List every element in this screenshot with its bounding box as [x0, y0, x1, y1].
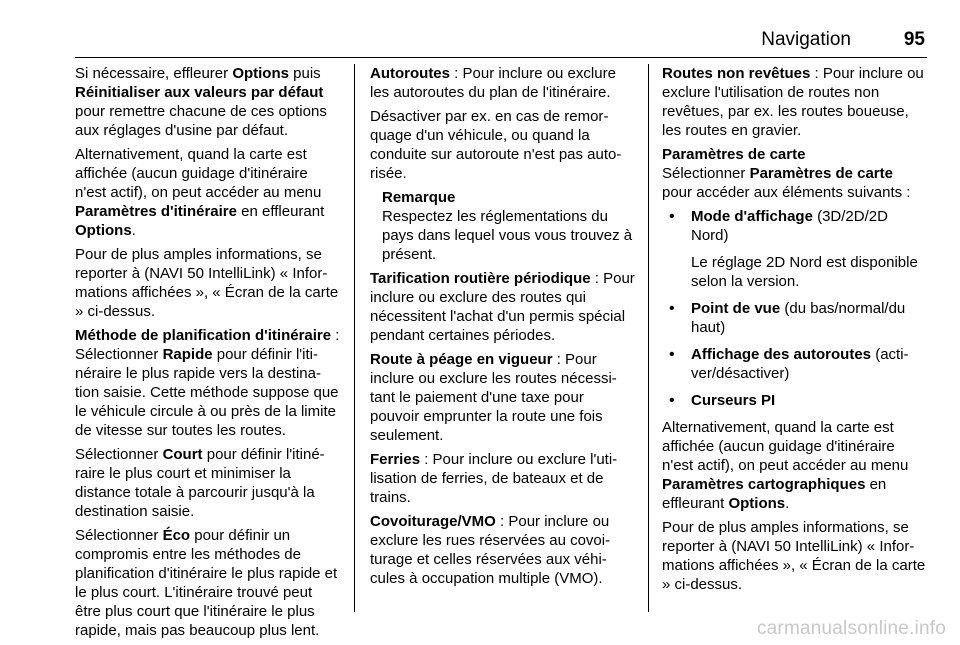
paragraph-more-info-2: Pour de plus amples informations, se reporter à (NAVI 50 IntelliLink) « Informations affichées », « Écran de la carte » ci-dessus.: [662, 519, 926, 593]
options-label: Options: [75, 222, 132, 239]
planning-method-label: Méthode de planification d'itinéraire: [75, 327, 332, 344]
note-box: [382, 188, 635, 264]
paragraph-toll-roads: Route à péage en vigueur : Pour inclure ou exclure les routes nécessitant le paiement d'une taxe pour pouvoir emprunter la route une fois seulement.: [370, 351, 617, 444]
paragraph-eco-method: Sélectionner Éco pour définir un compromis entre les méthodes de planification d'itinéraire le plus rapide et le plus court. L'itinéraire trouvé peut être plus court que l'itinéraire le plus rapide, mais pas beaucoup plus lent.: [75, 527, 338, 639]
column-divider-1: [354, 64, 355, 612]
carpool-label: Covoiturage/VMO: [370, 513, 496, 530]
header-rule: [75, 57, 927, 58]
toll-roads-label: Route à péage en vigueur: [370, 351, 553, 368]
map-params-label: Paramètres cartographiques: [662, 476, 866, 493]
list-item-poi-cursors: • Curseurs PI: [662, 391, 927, 410]
column-3: [662, 64, 927, 599]
list-item-viewpoint: • Point de vue (du bas/normal/du haut): [662, 299, 927, 337]
route-settings-label: Paramètres d'itinéraire: [75, 203, 237, 220]
paragraph-short-method: Sélectionner Court pour définir l'itinéraire le plus court et minimiser la distance totale à parcourir jusqu'à la destination saisie.: [75, 446, 325, 520]
column-2: [370, 64, 635, 593]
unpaved-roads-label: Routes non revêtues: [662, 65, 811, 82]
column-1: [75, 64, 340, 645]
paragraph-planning-method: Méthode de planification d'itinéraire : Sélectionner Rapide pour définir l'itinéraire le plus rapide vers la destination saisie. Cette méthode suppose que le véhicule circule à ou près de la limite de vitesse sur toutes les routes.: [75, 327, 340, 439]
paragraph-more-info: Pour de plus amples informations, se reporter à (NAVI 50 IntelliLink) « Informations affichées », « Écran de la carte » ci-dessus.: [75, 246, 339, 320]
paragraph-carpool: Covoiturage/VMO : Pour inclure ou exclure les rues réservées au covoiturage et celles réservées aux véhicules à occupation multiple (VMO).: [370, 513, 611, 587]
section-title: Navigation: [761, 29, 851, 50]
paragraph-map-settings: Paramètres de carte Sélectionner Paramètres de carte pour accéder aux éléments suivants :: [662, 146, 911, 201]
note-title: Remarque: [382, 189, 456, 206]
page-header: [75, 26, 927, 58]
options-label: Options: [728, 495, 786, 512]
fast-label: Rapide: [162, 346, 213, 363]
eco-label: Éco: [162, 527, 191, 544]
paragraph-map-settings-access: Alternativement, quand la carte est affichée (aucun guidage d'itinéraire n'est actif), on peut accéder au menu Paramètres cartographiques en effleurant Options.: [662, 419, 909, 512]
paragraph-ferries: Ferries : Pour inclure ou exclure l'utilisation de ferries, de bateaux et de trains.: [370, 451, 618, 506]
watermark-text: carmanualsonline.info: [756, 618, 946, 639]
ferries-label: Ferries: [370, 451, 421, 468]
paragraph-unpaved-roads: Routes non revêtues : Pour inclure ou exclure l'utilisation de routes non revêtues, par ex. les routes boueuse, les routes en gravier.: [662, 65, 924, 139]
page-number: 95: [903, 29, 925, 50]
display-mode-note: Le réglage 2D Nord est disponible selon la version.: [691, 254, 918, 290]
periodic-tolls-label: Tarification routière périodique: [370, 270, 591, 287]
paragraph-reset-options: Si nécessaire, effleurer Options puis Réinitialiser aux valeurs par défaut pour remettre chacune de ces options aux réglages d'usine par défaut.: [75, 65, 327, 139]
options-label: Options: [232, 65, 289, 82]
column-divider-2: [648, 64, 649, 612]
list-item-display-mode: • Mode d'affichage (3D/2D/2D Nord): [662, 207, 927, 245]
map-settings-heading: Paramètres de carte: [662, 146, 806, 163]
list-item-motorway-display: • Affichage des autoroutes (activer/désactiver): [662, 345, 927, 383]
paragraph-route-settings-access: Alternativement, quand la carte est affichée (aucun guidage d'itinéraire n'est actif), on peut accéder au menu Paramètres d'itinéraire en effleurant Options.: [75, 146, 325, 239]
paragraph-motorways: Autoroutes : Pour inclure ou exclure les autoroutes du plan de l'itinéraire.: [370, 65, 616, 101]
reset-defaults-label: Réinitialiser aux valeurs par défaut: [75, 84, 324, 101]
map-settings-label: Paramètres de carte: [749, 165, 893, 182]
short-label: Court: [162, 446, 203, 463]
note-body: Respectez les réglementations du pays dans lequel vous vous trouvez à présent.: [382, 208, 633, 263]
paragraph-periodic-tolls: Tarification routière périodique : Pour inclure ou exclure des routes qui nécessitent l'achat d'un permis spécial pendant certaines périodes.: [370, 270, 635, 344]
map-settings-list: [662, 207, 927, 410]
motorways-label: Autoroutes: [370, 65, 450, 82]
paragraph-disable-motorways: Désactiver par ex. en cas de remorquage d'un véhicule, ou quand la conduite sur autoroute n'est pas autorisée.: [370, 108, 622, 182]
